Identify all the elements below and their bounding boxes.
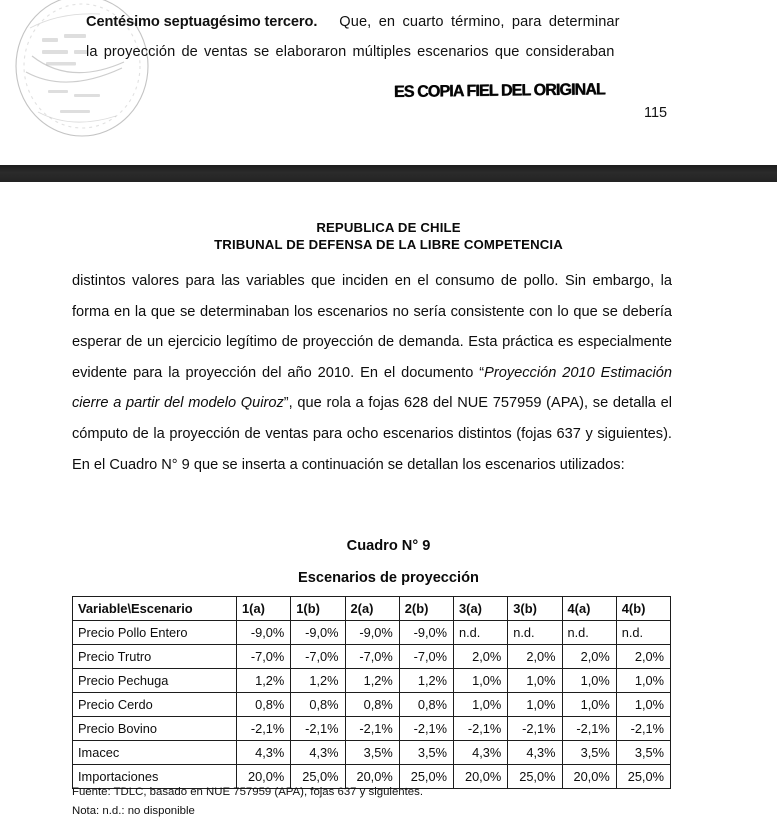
- row-label: Precio Pechuga: [73, 669, 237, 693]
- cell-value: -2,1%: [345, 717, 399, 741]
- table-subtitle: Escenarios de proyección: [298, 570, 479, 586]
- column-header-scenario-4(a): 4(a): [562, 597, 616, 621]
- table-row: [73, 693, 671, 717]
- recital-number: Centésimo septuagésimo tercero.: [86, 14, 318, 30]
- note-source: Fuente: TDLC, basado en NUE 757959 (APA), fojas 637 y siguientes.: [72, 786, 423, 798]
- column-header-scenario-2(b): 2(b): [399, 597, 453, 621]
- cell-value: -9,0%: [399, 621, 453, 645]
- table-row: [73, 741, 671, 765]
- cell-value: 25,0%: [616, 765, 670, 789]
- column-header-scenario-4(b): 4(b): [616, 597, 670, 621]
- page-number: 115: [644, 105, 668, 121]
- scan-separator-band: [0, 165, 777, 182]
- table-row: [73, 621, 671, 645]
- row-label: Precio Pollo Entero: [73, 621, 237, 645]
- cell-value: -9,0%: [345, 621, 399, 645]
- body-paragraph: [72, 266, 672, 480]
- cell-value: -9,0%: [291, 621, 345, 645]
- cell-value: 4,3%: [237, 741, 291, 765]
- table-notes: [72, 783, 423, 821]
- cell-value: -7,0%: [345, 645, 399, 669]
- column-header-variable: Variable\Escenario: [73, 597, 237, 621]
- cell-value: -7,0%: [291, 645, 345, 669]
- cell-value: 20,0%: [237, 765, 291, 789]
- row-label: Importaciones: [73, 765, 237, 789]
- cell-value: 2,0%: [562, 645, 616, 669]
- cell-value: -7,0%: [237, 645, 291, 669]
- cell-value: 20,0%: [562, 765, 616, 789]
- column-header-scenario-3(a): 3(a): [454, 597, 508, 621]
- cell-value: -2,1%: [616, 717, 670, 741]
- cell-value: -2,1%: [291, 717, 345, 741]
- row-label: Precio Cerdo: [73, 693, 237, 717]
- cell-value: 3,5%: [345, 741, 399, 765]
- cell-value: 4,3%: [291, 741, 345, 765]
- cell-value: 3,5%: [562, 741, 616, 765]
- cell-value: 1,0%: [508, 669, 562, 693]
- cell-value: 1,0%: [508, 693, 562, 717]
- cell-value: -2,1%: [399, 717, 453, 741]
- cell-value: 1,2%: [399, 669, 453, 693]
- cell-value: 1,0%: [454, 669, 508, 693]
- cell-not-available: n.d.: [454, 621, 508, 645]
- previous-page-tail: [0, 0, 777, 165]
- body-part-1: distintos valores para las variables que inciden en el consumo de pollo. Sin embargo, la forma en la que se determinaban los escenarios no sería consistente con lo que se debería esperar de un ejercicio legítimo de proyección de demanda. Esta práctica es especialmente evidente para la proyección del año 2010. En el documento “: [72, 273, 672, 381]
- body-part-2: ”, que rola a fojas 628 del NUE 757959 (APA), se detalla el cómputo de la proyección de ventas para ocho escenarios distintos (fojas 637 y siguientes). En el Cuadro N° 9 que se inserta a continuación se detallan los escenarios utilizados:: [72, 395, 673, 473]
- cell-value: 2,0%: [508, 645, 562, 669]
- cell-value: -2,1%: [237, 717, 291, 741]
- cell-value: 3,5%: [616, 741, 670, 765]
- institutional-header: [0, 220, 777, 253]
- cell-value: 25,0%: [399, 765, 453, 789]
- table-row: [73, 669, 671, 693]
- cell-not-available: n.d.: [562, 621, 616, 645]
- cuadro-9-table: [72, 596, 671, 789]
- cell-value: 2,0%: [616, 645, 670, 669]
- column-header-scenario-2(a): 2(a): [345, 597, 399, 621]
- cell-value: -9,0%: [237, 621, 291, 645]
- cell-not-available: n.d.: [616, 621, 670, 645]
- cell-not-available: n.d.: [508, 621, 562, 645]
- column-header-scenario-3(b): 3(b): [508, 597, 562, 621]
- cell-value: 4,3%: [454, 741, 508, 765]
- row-label: Imacec: [73, 741, 237, 765]
- cell-value: 25,0%: [291, 765, 345, 789]
- table-row: [73, 645, 671, 669]
- cell-value: 25,0%: [508, 765, 562, 789]
- tail-line-2: [86, 44, 614, 60]
- cell-value: -7,0%: [399, 645, 453, 669]
- cell-value: 20,0%: [454, 765, 508, 789]
- copia-fiel-stamp: ES COPIA FIEL DEL ORIGINAL: [393, 80, 605, 101]
- cell-value: 3,5%: [399, 741, 453, 765]
- column-header-scenario-1(a): 1(a): [237, 597, 291, 621]
- note-nd: Nota: n.d.: no disponible: [72, 805, 195, 817]
- tail-line-2-text: la proyección de ventas se elaboraron múltiples escenarios que consideraban: [86, 44, 615, 60]
- cell-value: -2,1%: [562, 717, 616, 741]
- table-row: [73, 717, 671, 741]
- header-line-tribunal: TRIBUNAL DE DEFENSA DE LA LIBRE COMPETENCIA: [214, 236, 563, 252]
- cell-value: -2,1%: [454, 717, 508, 741]
- row-label: Precio Trutro: [73, 645, 237, 669]
- cuadro-9-table-wrapper: [72, 596, 670, 789]
- header-line-republica: REPUBLICA DE CHILE: [316, 220, 461, 235]
- cell-value: -2,1%: [508, 717, 562, 741]
- column-header-scenario-1(b): 1(b): [291, 597, 345, 621]
- cell-value: 4,3%: [508, 741, 562, 765]
- cell-value: 0,8%: [291, 693, 345, 717]
- cell-value: 1,2%: [291, 669, 345, 693]
- cell-value: 1,0%: [562, 669, 616, 693]
- tail-line-1-text: Que, en cuarto término, para determinar: [339, 14, 620, 30]
- table-title: Cuadro N° 9: [346, 538, 431, 554]
- cell-value: 2,0%: [454, 645, 508, 669]
- body-italic-title: Proyección 2010 Estimación cierre a partir del modelo Quiroz: [72, 364, 673, 412]
- cell-value: 0,8%: [237, 693, 291, 717]
- cell-value: 20,0%: [345, 765, 399, 789]
- cell-value: 1,0%: [616, 669, 670, 693]
- row-label: Precio Bovino: [73, 717, 237, 741]
- cell-value: 0,8%: [399, 693, 453, 717]
- tail-line-1: [86, 14, 620, 30]
- cell-value: 1,2%: [345, 669, 399, 693]
- cell-value: 1,2%: [237, 669, 291, 693]
- table-header-row: [73, 597, 671, 621]
- cell-value: 1,0%: [616, 693, 670, 717]
- cell-value: 1,0%: [454, 693, 508, 717]
- cell-value: 0,8%: [345, 693, 399, 717]
- cell-value: 1,0%: [562, 693, 616, 717]
